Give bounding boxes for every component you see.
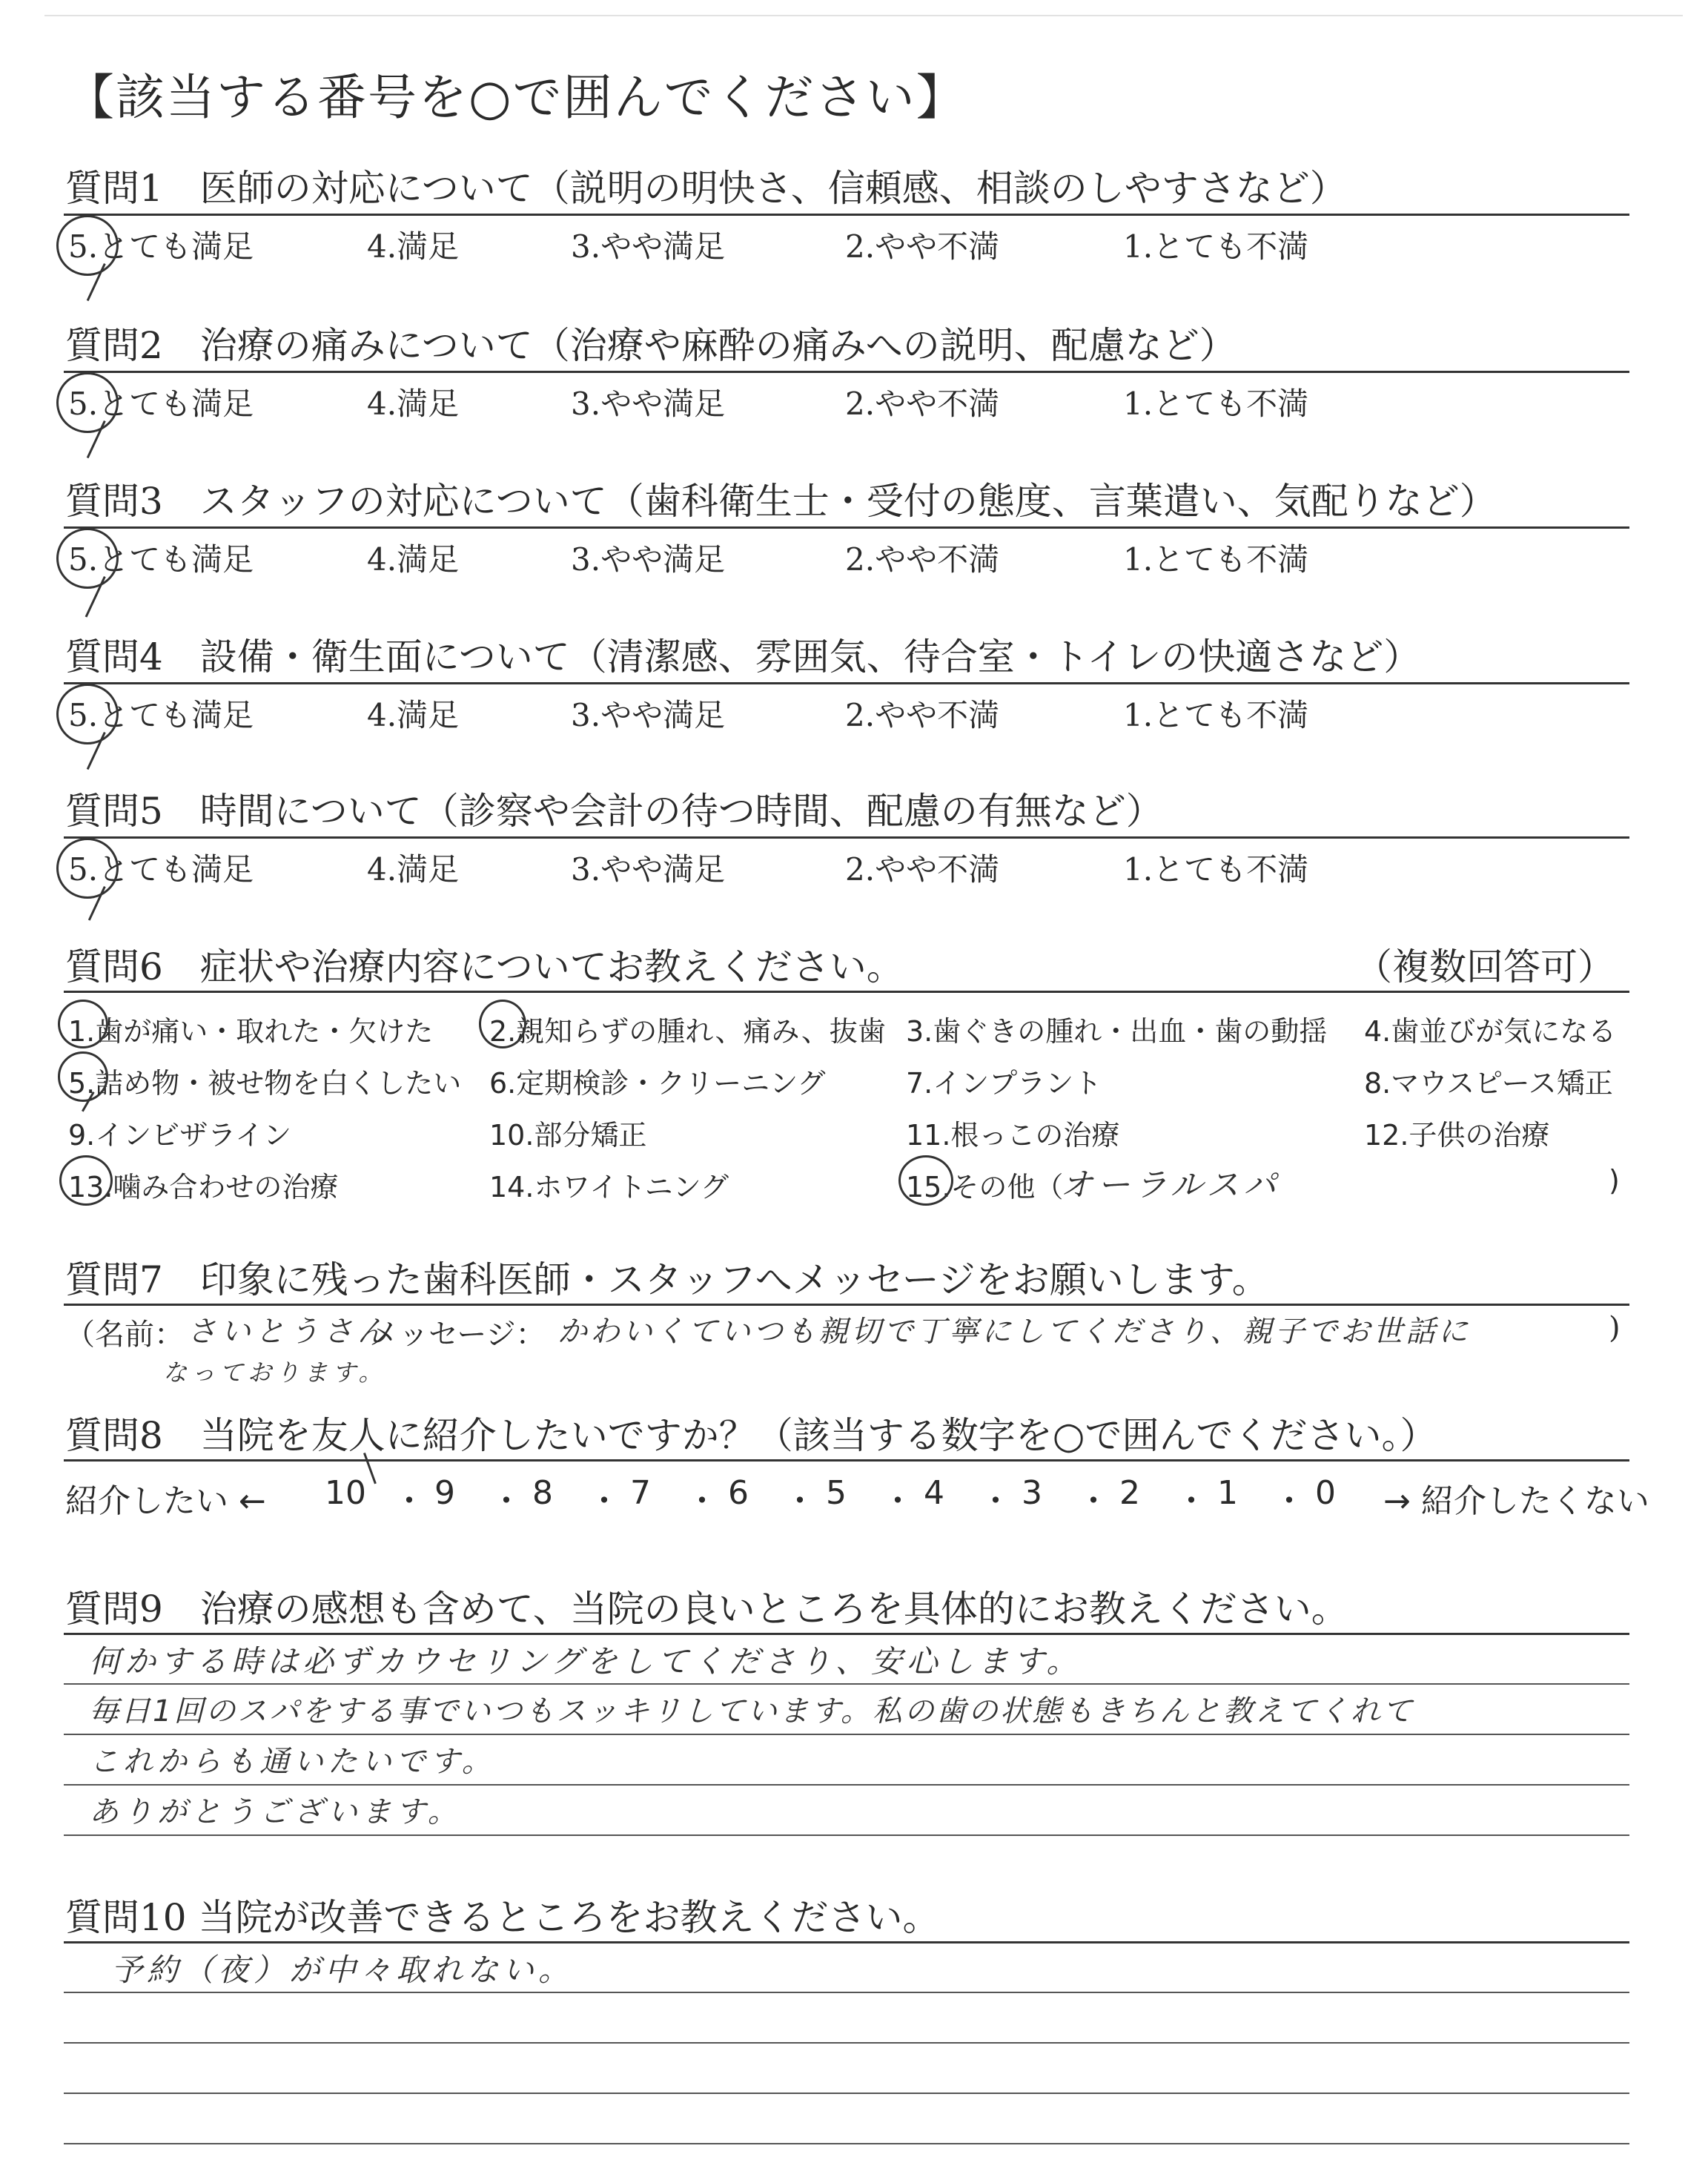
question-3-label: 質問3 スタッフの対応について（歯科衛生士・受付の態度、言葉遣い、気配りなど） bbox=[65, 480, 1497, 523]
q6-option-7[interactable]: 7.インプラント bbox=[906, 1067, 1102, 1100]
q1-option-1[interactable]: 1.とても不満 bbox=[1123, 228, 1309, 265]
q6-option-2[interactable]: 2.親知らずの腫れ、痛み、抜歯 bbox=[489, 1015, 886, 1048]
q8-left-label: 紹介したい ← bbox=[65, 1482, 266, 1520]
question-4-label: 質問4 設備・衛生面について（清潔感、雰囲気、待合室・トイレの快適さなど） bbox=[65, 635, 1421, 678]
q8-dot: ・ bbox=[1077, 1482, 1110, 1520]
q7-message-line-1[interactable]: かわいくていつも親切で丁寧にしてくださり、親子でお世話に bbox=[557, 1315, 1471, 1349]
q1-option-4[interactable]: 4.満足 bbox=[367, 228, 460, 265]
question-9-rule-1 bbox=[64, 1633, 1629, 1635]
q8-scale-4[interactable]: 4 bbox=[924, 1474, 944, 1512]
q8-scale-3[interactable]: 3 bbox=[1022, 1474, 1042, 1512]
q5-option-1[interactable]: 1.とても不満 bbox=[1123, 851, 1309, 888]
q8-dot: ・ bbox=[784, 1482, 816, 1520]
q4-option-3[interactable]: 3.やや満足 bbox=[571, 697, 726, 733]
q6-option-1[interactable]: 1.歯が痛い・取れた・欠けた bbox=[68, 1015, 434, 1048]
q2-selection-circle bbox=[56, 372, 119, 433]
q3-selection-circle bbox=[56, 528, 119, 589]
q8-dot: ・ bbox=[686, 1482, 718, 1520]
question-2-label: 質問2 治療の痛みについて（治療や麻酔の痛みへの説明、配慮など） bbox=[65, 324, 1237, 367]
q3-option-5[interactable]: 5.とても満足 bbox=[68, 541, 254, 578]
q6-option-6[interactable]: 6.定期検診・クリーニング bbox=[489, 1067, 826, 1100]
q6-circle-15 bbox=[898, 1155, 953, 1206]
q6-option-4[interactable]: 4.歯並びが気になる bbox=[1364, 1015, 1617, 1048]
q4-option-2[interactable]: 2.やや不満 bbox=[845, 697, 1000, 733]
q4-option-5[interactable]: 5.とても満足 bbox=[68, 697, 254, 733]
q9-answer-line-1[interactable]: 何かする時は必ずカウセリングをしてくださり、安心します。 bbox=[89, 1643, 1082, 1680]
q8-right-label: → 紹介したくない bbox=[1383, 1482, 1649, 1520]
q2-option-4[interactable]: 4.満足 bbox=[367, 386, 460, 422]
q1-option-2[interactable]: 2.やや不満 bbox=[845, 228, 1000, 265]
top-edge-line bbox=[44, 15, 1683, 16]
q6-option-15[interactable]: 15.その他（ bbox=[906, 1171, 1064, 1203]
question-9-label: 質問9 治療の感想も含めて、当院の良いところを具体的にお教えください。 bbox=[65, 1588, 1348, 1631]
question-5-label: 質問5 時間について（診察や会計の待つ時間、配慮の有無など） bbox=[65, 790, 1163, 833]
question-4-rule bbox=[64, 682, 1629, 684]
q7-name-label: （名前： bbox=[65, 1318, 184, 1352]
question-10-rule-2 bbox=[64, 1992, 1629, 1993]
q6-option-12[interactable]: 12.子供の治療 bbox=[1364, 1119, 1550, 1152]
q8-scale-2[interactable]: 2 bbox=[1119, 1474, 1140, 1512]
q6-option-3[interactable]: 3.歯ぐきの腫れ・出血・歯の動揺 bbox=[906, 1015, 1328, 1048]
question-10-rule-1 bbox=[64, 1941, 1629, 1943]
q1-selection-circle bbox=[56, 215, 119, 276]
q5-option-5[interactable]: 5.とても満足 bbox=[68, 851, 254, 888]
q2-option-3[interactable]: 3.やや満足 bbox=[571, 386, 726, 422]
q9-answer-line-2[interactable]: 毎日1回のスパをする事でいつもスッキリしています。私の歯の状態もきちんと教えてくれて bbox=[89, 1694, 1414, 1728]
q1-option-5[interactable]: 5.とても満足 bbox=[68, 228, 254, 265]
q8-scale-6[interactable]: 6 bbox=[728, 1474, 749, 1512]
question-8-rule bbox=[64, 1459, 1629, 1462]
q2-option-1[interactable]: 1.とても不満 bbox=[1123, 386, 1309, 422]
q8-dot: ・ bbox=[490, 1482, 523, 1520]
q8-scale-1[interactable]: 1 bbox=[1217, 1474, 1238, 1512]
q4-option-4[interactable]: 4.満足 bbox=[367, 697, 460, 733]
q3-option-3[interactable]: 3.やや満足 bbox=[571, 541, 726, 578]
q4-selection-circle bbox=[56, 684, 119, 744]
q7-name-value[interactable]: さいとうさん bbox=[187, 1315, 391, 1349]
question-3-rule bbox=[64, 526, 1629, 529]
question-10-rule-4 bbox=[64, 2093, 1629, 2094]
q2-option-2[interactable]: 2.やや不満 bbox=[845, 386, 1000, 422]
question-6-note: （複数回答可） bbox=[1355, 945, 1615, 988]
q8-scale-7[interactable]: 7 bbox=[630, 1474, 651, 1512]
q5-option-3[interactable]: 3.やや満足 bbox=[571, 851, 726, 888]
q8-dot: ・ bbox=[588, 1482, 620, 1520]
question-10-rule-5 bbox=[64, 2143, 1629, 2144]
q6-option-14[interactable]: 14.ホワイトニング bbox=[489, 1171, 729, 1203]
q6-other-close-paren: ) bbox=[1609, 1164, 1620, 1197]
q7-close-paren: ) bbox=[1609, 1311, 1621, 1345]
q6-option-13[interactable]: 13.噛み合わせの治療 bbox=[68, 1171, 339, 1203]
q5-selection-circle bbox=[56, 838, 119, 899]
question-6-rule bbox=[64, 991, 1629, 993]
q5-option-4[interactable]: 4.満足 bbox=[367, 851, 460, 888]
question-10-rule-3 bbox=[64, 2042, 1629, 2044]
q3-option-1[interactable]: 1.とても不満 bbox=[1123, 541, 1309, 578]
q9-answer-line-3[interactable]: これからも通いたいです。 bbox=[89, 1745, 496, 1779]
q6-option-5[interactable]: 5.詰め物・被せ物を白くしたい bbox=[68, 1067, 462, 1100]
q8-scale-10[interactable]: 10 bbox=[325, 1474, 366, 1512]
q8-scale-0[interactable]: 0 bbox=[1315, 1474, 1336, 1512]
q8-scale-8[interactable]: 8 bbox=[532, 1474, 553, 1512]
q8-dot: ・ bbox=[979, 1482, 1012, 1520]
question-10-label: 質問10 当院が改善できるところをお教えください。 bbox=[65, 1896, 940, 1939]
q6-circle-5 bbox=[58, 1051, 108, 1102]
q8-scale-5[interactable]: 5 bbox=[826, 1474, 847, 1512]
q8-dot: ・ bbox=[393, 1482, 426, 1520]
question-9-rule-4 bbox=[64, 1784, 1629, 1786]
q3-option-2[interactable]: 2.やや不満 bbox=[845, 541, 1000, 578]
question-7-label: 質問7 印象に残った歯科医師・スタッフへメッセージをお願いします。 bbox=[65, 1258, 1269, 1301]
q6-option-10[interactable]: 10.部分矯正 bbox=[489, 1119, 647, 1152]
q9-answer-line-4[interactable]: ありがとうございます。 bbox=[89, 1795, 462, 1829]
question-1-rule bbox=[64, 214, 1629, 216]
question-8-label: 質問8 当院を友人に紹介したいですか？（該当する数字を○で囲んでください。） bbox=[65, 1414, 1437, 1457]
q8-scale-9[interactable]: 9 bbox=[434, 1474, 455, 1512]
question-9-rule-3 bbox=[64, 1734, 1629, 1735]
q1-option-3[interactable]: 3.やや満足 bbox=[571, 228, 726, 265]
question-5-rule bbox=[64, 836, 1629, 839]
q6-circle-13 bbox=[59, 1155, 113, 1206]
question-6-label: 質問6 症状や治療内容についてお教えください。 bbox=[65, 945, 904, 988]
page-title: 【該当する番号を○で囲んでください】 bbox=[65, 69, 967, 126]
q6-option-11[interactable]: 11.根っこの治療 bbox=[906, 1119, 1120, 1152]
q10-answer-line-1[interactable]: 予約（夜）が中々取れない。 bbox=[111, 1952, 575, 1988]
q7-message-line-2[interactable]: なっております。 bbox=[163, 1358, 387, 1387]
q6-circle-1 bbox=[58, 1000, 108, 1048]
q2-option-5[interactable]: 5.とても満足 bbox=[68, 386, 254, 422]
q6-option-9[interactable]: 9.インビザライン bbox=[68, 1119, 292, 1152]
question-2-rule bbox=[64, 371, 1629, 373]
q6-other-handwritten[interactable]: オーラルスパ bbox=[1060, 1166, 1281, 1204]
question-9-rule-5 bbox=[64, 1834, 1629, 1836]
q3-option-4[interactable]: 4.満足 bbox=[367, 541, 460, 578]
q7-message-label: メッセージ： bbox=[369, 1318, 546, 1352]
question-7-rule bbox=[64, 1304, 1629, 1306]
q6-option-8[interactable]: 8.マウスピース矯正 bbox=[1364, 1067, 1613, 1100]
question-1-label: 質問1 医師の対応について（説明の明快さ、信頼感、相談のしやすさなど） bbox=[65, 167, 1347, 210]
q8-dot: ・ bbox=[881, 1482, 914, 1520]
question-9-rule-2 bbox=[64, 1683, 1629, 1685]
q4-option-1[interactable]: 1.とても不満 bbox=[1123, 697, 1309, 733]
q6-circle-2 bbox=[479, 1000, 526, 1048]
q5-option-2[interactable]: 2.やや不満 bbox=[845, 851, 1000, 888]
q8-dot: ・ bbox=[1273, 1482, 1305, 1520]
q8-dot: ・ bbox=[1175, 1482, 1208, 1520]
